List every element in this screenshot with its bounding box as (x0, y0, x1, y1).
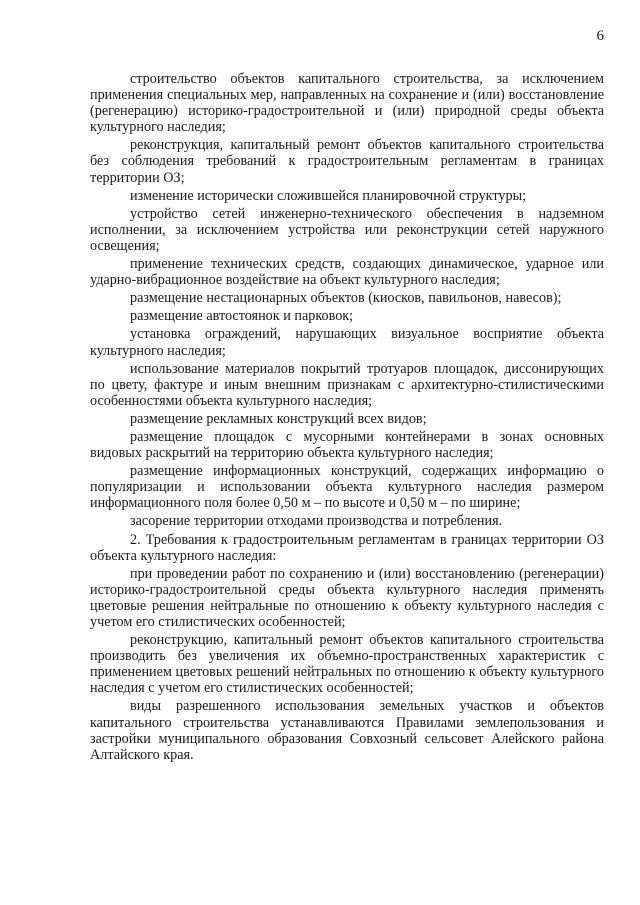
paragraph: при проведении работ по сохранению и (или) восстановлению (регенерации) историко-градостроительной среды объекта культурного наследия применять цветовые решения нейтральные по отношению к объекту культурного наследия с учетом его стилистических особенностей; (90, 565, 604, 630)
paragraph: строительство объектов капитального строительства, за исключением применения специальных мер, направленных на сохранение и (или) восстановление (регенерацию) историко-градостроительной и (или) природной среды объекта культурного наследия; (90, 71, 604, 136)
paragraph: применение технических средств, создающих динамическое, ударное или ударно-вибрационное воздействие на объект культурного наследия; (90, 256, 604, 289)
section-heading: 2. Требования к градостроительным регламентам в границах территории ОЗ объекта культурного наследия: (90, 531, 604, 564)
paragraph: установка ограждений, нарушающих визуальное восприятие объекта культурного наследия; (90, 326, 604, 359)
paragraph: размещение автостоянок и парковок; (130, 308, 354, 325)
paragraph: изменение исторически сложившейся планировочной структуры; (130, 187, 527, 204)
paragraph: использование материалов покрытий тротуаров площадок, диссонирующих по цвету, фактуре и иным внешним признакам с архитектурно-стилистическими особенностями объекта культурного наследия; (90, 360, 604, 409)
page-number: 6 (596, 28, 604, 44)
paragraph: устройство сетей инженерно-технического обеспечения в надземном исполнении, за исключением устройства или реконструкции сетей наружного освещения; (90, 205, 604, 254)
paragraph: размещение рекламных конструкций всех видов; (130, 410, 427, 427)
paragraph: размещение информационных конструкций, содержащих информацию о популяризации и использовании объекта культурного наследия размером информационного поля более 0,50 м – по высоте и 0,50 м – по ширине; (90, 463, 604, 512)
document-body (90, 71, 604, 763)
paragraph: реконструкцию, капитальный ремонт объектов капитального строительства производить без увеличения их объемно-пространственных характеристик с применением цветовых решений нейтральных по отношению к объекту культурного наследия с учетом его стилистических особенностей; (90, 632, 604, 697)
paragraph: виды разрешенного использования земельных участков и объектов капитального строительства устанавливаются Правилами землепользования и застройки муниципального образования Совхозный сельсовет Алейского района Алтайского края. (90, 698, 604, 763)
paragraph: размещение площадок с мусорными контейнерами в зонах основных видовых раскрытий на территорию объекта культурного наследия; (90, 428, 604, 462)
paragraph: засорение территории отходами производства и потребления. (130, 513, 503, 530)
paragraph: реконструкция, капитальный ремонт объектов капитального строительства без соблюдения требований к градостроительным регламентам в границах территории ОЗ; (90, 137, 604, 186)
paragraph: размещение нестационарных объектов (киосков, павильонов, навесов); (130, 290, 562, 307)
